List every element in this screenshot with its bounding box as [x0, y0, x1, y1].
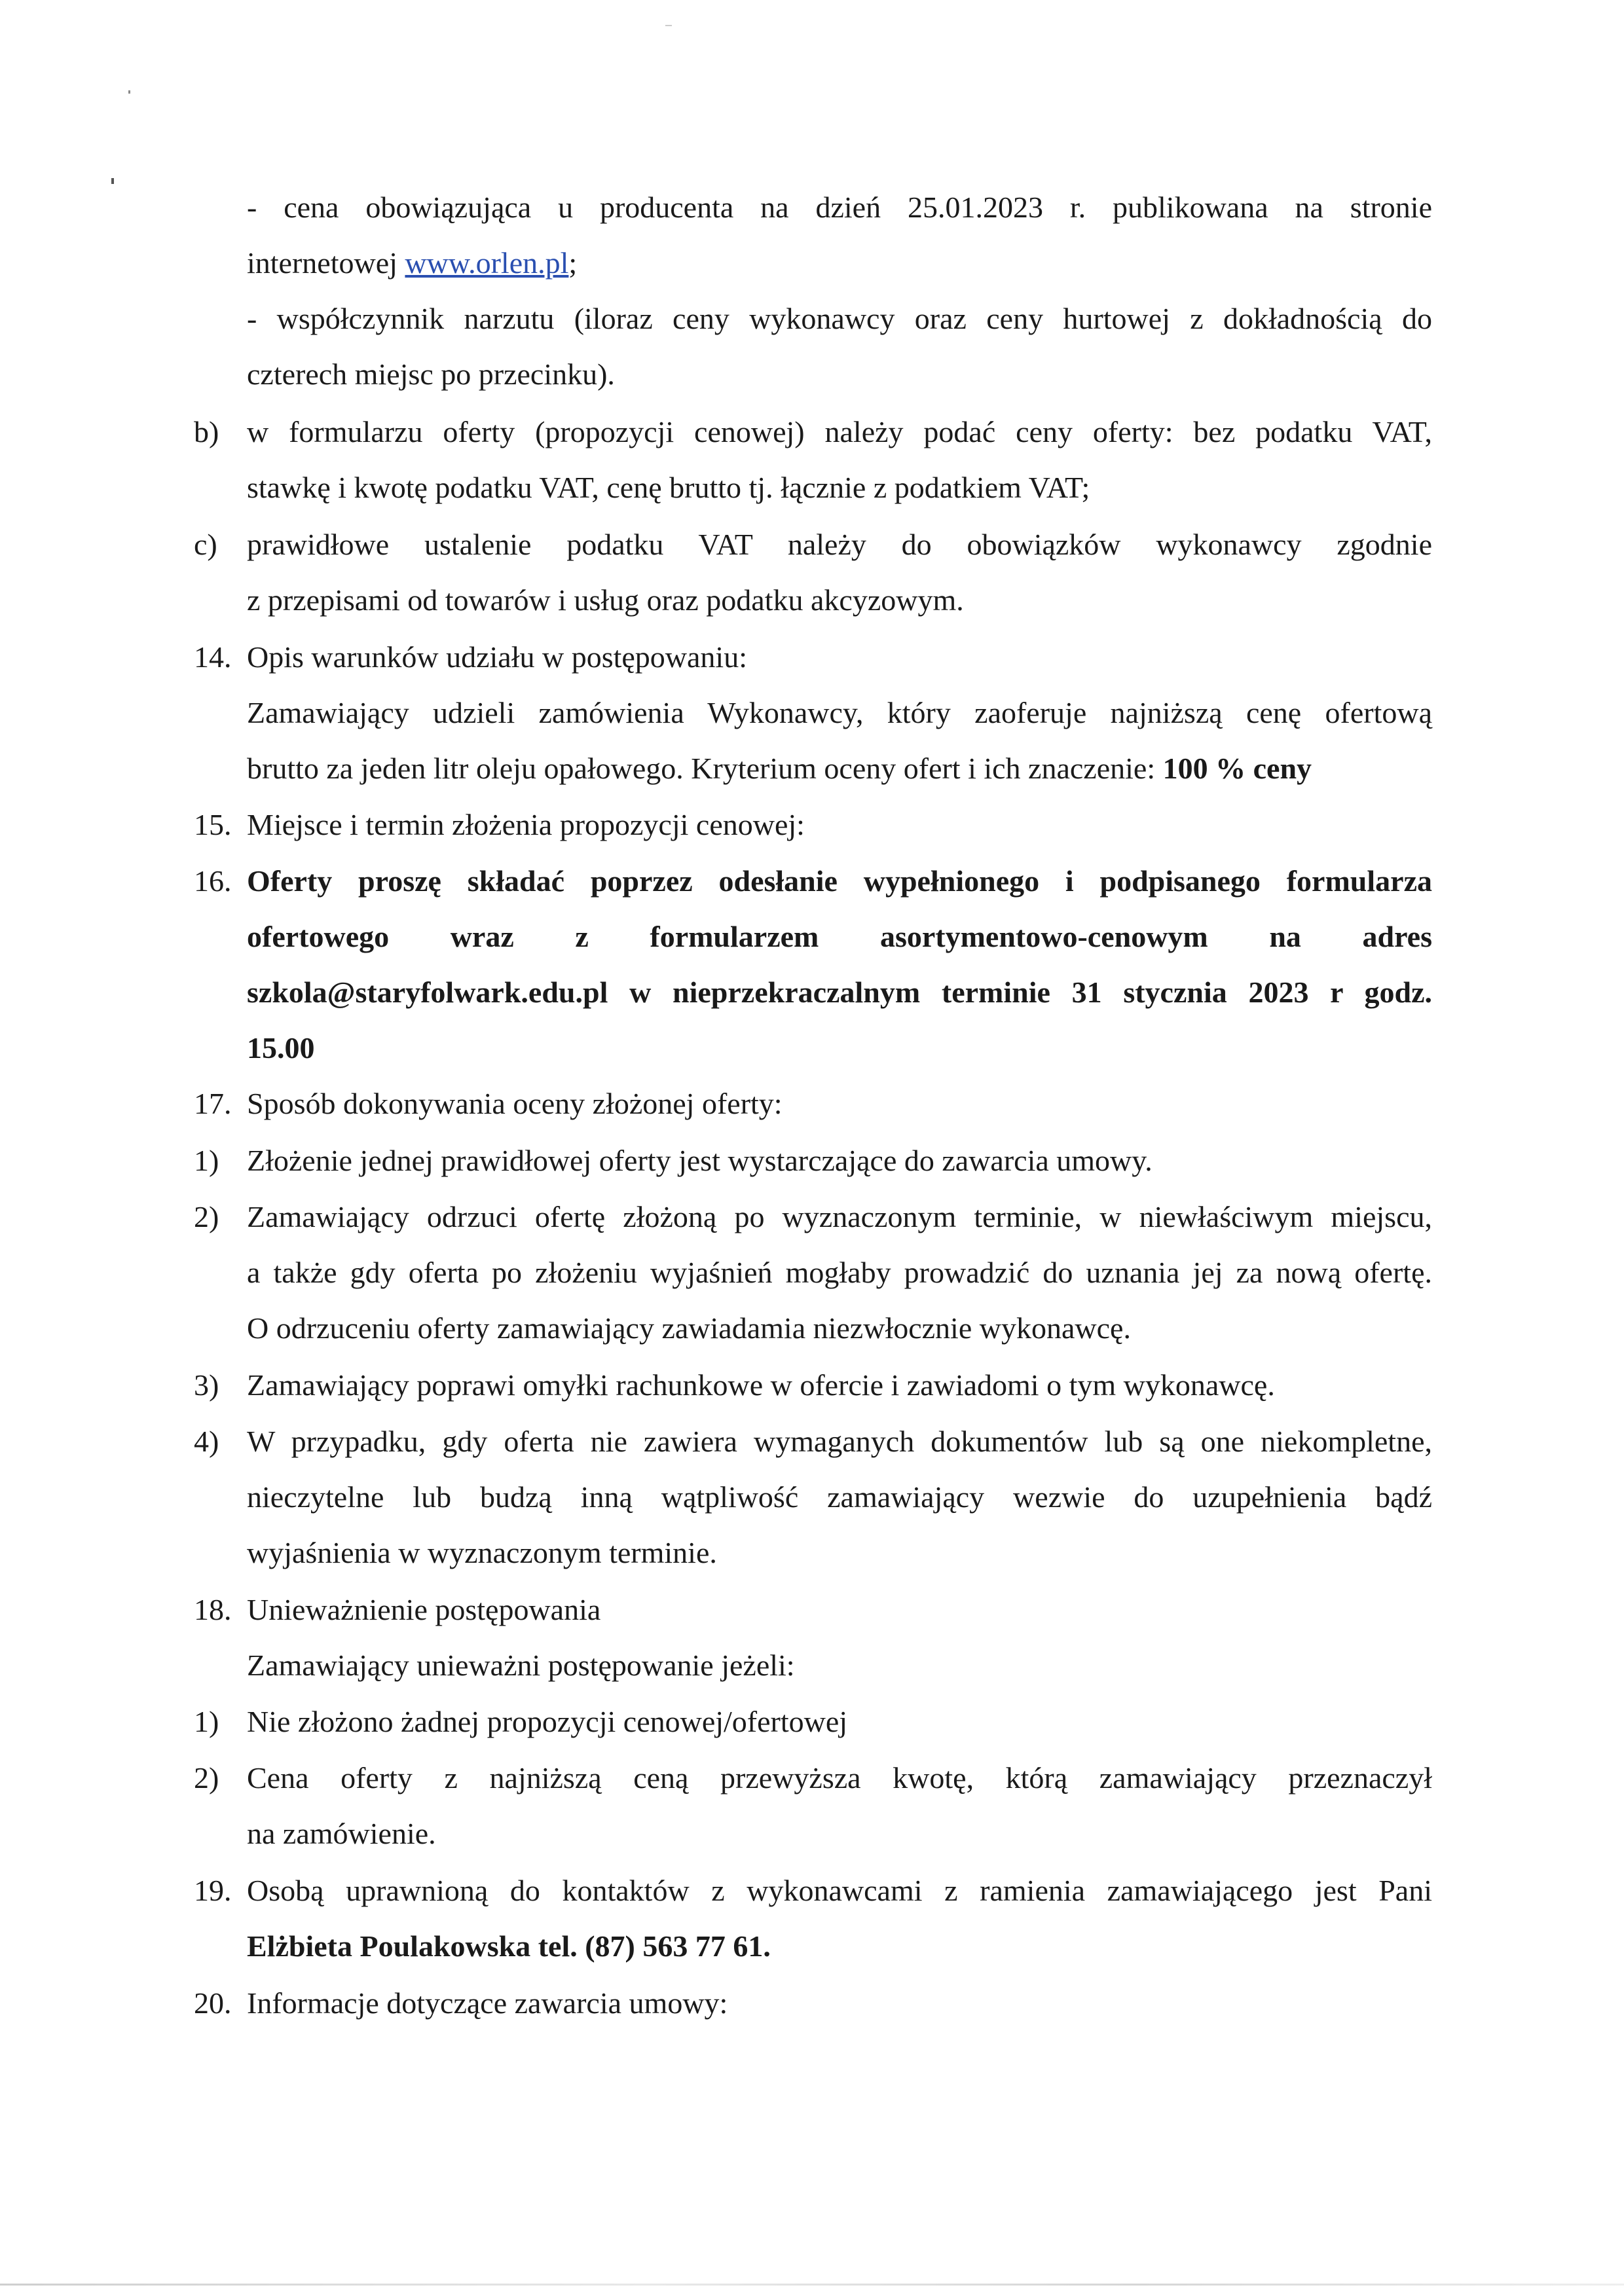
scan-edge — [0, 2284, 1624, 2286]
section-number: 15. — [194, 808, 232, 841]
orlen-link[interactable]: www.orlen.pl — [405, 246, 569, 280]
list-marker: b) — [194, 415, 219, 448]
scan-speck — [128, 90, 130, 94]
section-number: 16. — [194, 864, 232, 898]
section-title: Unieważnienie postępowania — [247, 1593, 601, 1626]
intro-text: internetowej — [247, 246, 405, 280]
list-item-line: Złożenie jednej prawidłowej oferty jest wystarczające do zawarcia umowy. — [247, 1144, 1153, 1177]
list-item-line: na zamówienie. — [247, 1817, 436, 1850]
list-marker: 3) — [194, 1368, 219, 1402]
criteria-value: 100 % ceny — [1162, 752, 1312, 785]
section-title: Sposób dokonywania oceny złożonej oferty: — [247, 1087, 783, 1120]
section-title: Opis warunków udziału w postępowaniu: — [247, 640, 747, 674]
list-marker: 1) — [194, 1144, 219, 1177]
list-marker: 2) — [194, 1761, 219, 1795]
intro-line: czterech miejsc po przecinku). — [247, 357, 615, 391]
list-item-line: Zamawiający poprawi omyłki rachunkowe w ofercie i zawiadomi o tym wykonawcę. — [247, 1368, 1275, 1402]
section16-line: ofertowego wraz z formularzem asortymentowo-cenowym na adres — [247, 920, 1432, 953]
intro-line: - cena obowiązująca u producenta na dzień 25.01.2023 r. publikowana na stronie — [247, 191, 1432, 224]
list-item-line: O odrzuceniu oferty zamawiający zawiadamia niezwłocznie wykonawcę. — [247, 1311, 1131, 1345]
criteria-text: brutto za jeden litr oleju opałowego. Kryterium oceny ofert i ich znaczenie: — [247, 752, 1163, 785]
list-marker: c) — [194, 528, 217, 561]
list-item-line: wyjaśnienia w wyznaczonym terminie. — [247, 1536, 717, 1569]
section-title: Informacje dotyczące zawarcia umowy: — [247, 1986, 728, 2020]
list-marker: 4) — [194, 1425, 219, 1458]
intro-line — [247, 245, 577, 282]
intro-line: - współczynnik narzutu (iloraz ceny wykonawcy oraz ceny hurtowej z dokładnością do — [247, 302, 1432, 335]
list-item-line: Cena oferty z najniższą ceną przewyższa kwotę, którą zamawiający przeznaczył — [247, 1761, 1432, 1795]
list-item-line: a także gdy oferta po złożeniu wyjaśnień mogłaby prowadzić do uznania jej za nową ofertę. — [247, 1256, 1432, 1289]
section16-line: Oferty proszę składać poprzez odesłanie wypełnionego i podpisanego formularza — [247, 864, 1432, 898]
list-marker: 2) — [194, 1200, 219, 1233]
contact-person: Elżbieta Poulakowska tel. (87) 563 77 61. — [247, 1929, 771, 1963]
list-marker: 1) — [194, 1705, 219, 1738]
intro-text: ; — [568, 246, 578, 280]
scan-speck — [665, 25, 672, 26]
item-b-line: w formularzu oferty (propozycji cenowej) należy podać ceny oferty: bez podatku VAT, — [247, 415, 1432, 448]
section18-intro: Zamawiający unieważni postępowanie jeżeli: — [247, 1649, 795, 1682]
section-number: 17. — [194, 1087, 232, 1120]
list-item-line: W przypadku, gdy oferta nie zawiera wymaganych dokumentów lub są one niekompletne, — [247, 1425, 1432, 1458]
section14-line: Zamawiający udzieli zamówienia Wykonawcy, który zaoferuje najniższą cenę ofertową — [247, 696, 1432, 729]
section16-line: szkola@staryfolwark.edu.pl w nieprzekraczalnym terminie 31 stycznia 2023 r godz. — [247, 975, 1432, 1009]
section-number: 14. — [194, 640, 232, 674]
section-number: 20. — [194, 1986, 232, 2020]
section16-line: 15.00 — [247, 1031, 315, 1065]
list-item-line: nieczytelne lub budzą inną wątpliwość zamawiający wezwie do uzupełnienia bądź — [247, 1480, 1432, 1514]
scan-speck — [111, 178, 114, 184]
item-b-line: stawkę i kwotę podatku VAT, cenę brutto tj. łącznie z podatkiem VAT; — [247, 471, 1090, 504]
item-c-line: prawidłowe ustalenie podatku VAT należy do obowiązków wykonawcy zgodnie — [247, 528, 1432, 561]
list-item-line: Zamawiający odrzuci ofertę złożoną po wyznaczonym terminie, w niewłaściwym miejscu, — [247, 1200, 1432, 1233]
section-number: 18. — [194, 1593, 232, 1626]
section-number: 19. — [194, 1874, 232, 1907]
section14-line — [247, 750, 1312, 787]
section19-line: Osobą uprawnioną do kontaktów z wykonawcami z ramienia zamawiającego jest Pani — [247, 1874, 1432, 1907]
item-c-line: z przepisami od towarów i usług oraz podatku akcyzowym. — [247, 583, 964, 617]
section-title: Miejsce i termin złożenia propozycji cenowej: — [247, 808, 805, 841]
list-item-line: Nie złożono żadnej propozycji cenowej/ofertowej — [247, 1705, 848, 1738]
